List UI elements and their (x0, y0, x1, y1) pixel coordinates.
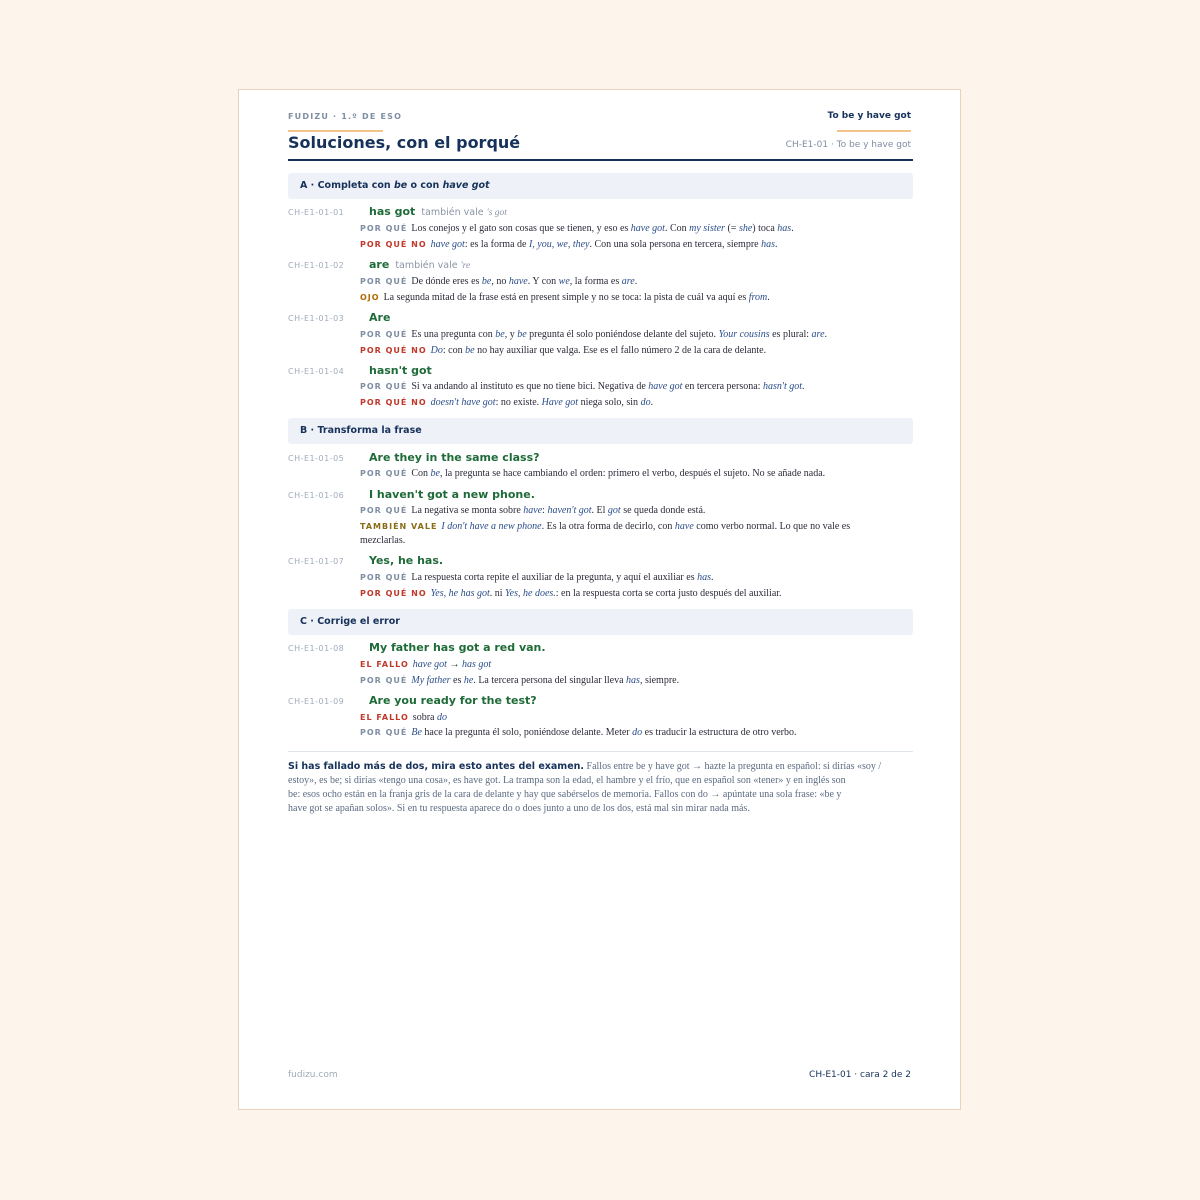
note-line: have got se apañan solos». Si en tu respuesta aparece do o does junto a uno de los dos, está mal sin mirar nada más. (288, 803, 750, 814)
text: . (791, 223, 794, 234)
label-por-que: POR QUÉ (360, 277, 408, 286)
em-text: I don't have a new phone (441, 521, 542, 532)
explanation-line (360, 674, 915, 687)
text: se queda donde está. (620, 505, 706, 516)
text: Los conejos y el gato son cosas que se tienen, y eso es (411, 223, 631, 234)
explanation-line (360, 534, 915, 547)
label-por-que: POR QUÉ (360, 676, 408, 685)
text: . (767, 292, 770, 303)
text: : en la respuesta corta se corta justo después del auxiliar. (555, 588, 782, 599)
answer-text: I haven't got a new phone. (369, 488, 535, 501)
item-code: CH-E1-01-08 (288, 644, 345, 653)
em-text: Be (411, 727, 422, 738)
worksheet-code: CH-E1-01 · To be y have got (785, 140, 911, 150)
label-por-que-no: POR QUÉ NO (360, 589, 427, 598)
text: De dónde eres es (411, 276, 482, 287)
text: pregunta él solo poniéndose delante del sujeto. (526, 329, 719, 340)
label-por-que: POR QUÉ (360, 224, 408, 233)
em-text: have (508, 276, 528, 287)
text: mezclarlas. (360, 535, 406, 546)
text: . La tercera persona del singular lleva (473, 675, 627, 686)
text: , no (491, 276, 509, 287)
section-a-header (288, 173, 913, 199)
explanation-line (360, 275, 915, 288)
text: La negativa se monta sobre (411, 505, 524, 516)
em-text: Have got (541, 397, 579, 408)
item-code: CH-E1-01-01 (288, 208, 345, 217)
topic-underline (837, 130, 911, 132)
section-a-em-have-got: have got (442, 180, 490, 191)
alt-prefix: también vale (421, 207, 484, 218)
em-text: have (674, 521, 694, 532)
explanation-line (360, 396, 915, 409)
em-text: I, you, we, they (528, 239, 590, 250)
item-answer (369, 451, 540, 464)
note-divider (288, 751, 913, 752)
text: . Con una sola persona en tercera, siempre (589, 239, 762, 250)
em-text: has got (461, 659, 492, 670)
item-answer (369, 364, 432, 377)
item-code: CH-E1-01-04 (288, 367, 345, 376)
text: , y (504, 329, 518, 340)
label-por-que-no: POR QUÉ NO (360, 240, 427, 249)
label-tambien-vale: TAMBIÉN VALE (360, 522, 438, 531)
text: Con (411, 468, 431, 479)
explanation-line (360, 222, 915, 235)
text: . Y con (527, 276, 559, 287)
text: La respuesta corta repite el auxiliar de la pregunta, y aquí el auxiliar es (411, 572, 698, 583)
em-text: do (436, 712, 447, 723)
header-rule (288, 159, 913, 161)
explanation-line (360, 291, 915, 304)
text: . ni (489, 588, 506, 599)
explanation-line (360, 328, 915, 341)
item-code: CH-E1-01-06 (288, 491, 345, 500)
section-c-header: C · Corrige el error (288, 609, 913, 635)
answer-text: Yes, he has. (369, 554, 444, 567)
text: La segunda mitad de la frase está en present simple y no se toca: la pista de cuál va aquí es (383, 292, 749, 303)
em-text: have got (648, 381, 683, 392)
em-text: he (463, 675, 474, 686)
em-text: my sister (689, 223, 725, 234)
explanation-line (360, 587, 915, 600)
text: como verbo normal. Lo que no vale es (693, 521, 851, 532)
explanation-line (360, 467, 915, 480)
explanation-line (360, 344, 915, 357)
text: Es una pregunta con (411, 329, 496, 340)
text: . (634, 276, 638, 287)
text: . (824, 329, 828, 340)
explanation-line (360, 658, 915, 671)
answer-text: Are (369, 311, 391, 324)
em-text: from (748, 292, 768, 303)
em-text: has (626, 675, 640, 686)
text: . (775, 239, 778, 250)
alt-answer (421, 207, 507, 218)
em-text: hasn't got (762, 381, 803, 392)
answer-text: are (369, 258, 390, 271)
text: (= (724, 223, 739, 234)
em-text: Yes, he has got (430, 588, 490, 599)
em-text: have got (630, 223, 665, 234)
section-a-label: A · Completa con (300, 180, 394, 191)
label-por-que-no: POR QUÉ NO (360, 346, 427, 355)
text: ) toca (752, 223, 778, 234)
explanation-line (360, 380, 915, 393)
em-text: haven't got (547, 505, 592, 516)
em-text: be (517, 329, 527, 340)
section-a-em-be: be (393, 180, 408, 191)
alt-text: 's got (486, 208, 507, 218)
footer-page: CH-E1-01 · cara 2 de 2 (809, 1070, 911, 1080)
page-title: Soluciones, con el porqué (288, 133, 521, 152)
item-answer (369, 258, 470, 271)
em-text: we (558, 276, 570, 287)
text: niega solo, sin (578, 397, 641, 408)
em-text: My father (411, 675, 451, 686)
alt-prefix: también vale (395, 260, 458, 271)
label-ojo: OJO (360, 293, 380, 302)
label-por-que-no: POR QUÉ NO (360, 398, 427, 407)
text: . Con (664, 223, 690, 234)
text: : (542, 505, 548, 516)
em-text: got (607, 505, 621, 516)
explanation-line (360, 520, 915, 533)
section-a-label-mid: o con (407, 180, 443, 191)
text: . (802, 381, 805, 392)
text: Si va andando al instituto es que no tiene bici. Negativa de (411, 381, 649, 392)
label-el-fallo: EL FALLO (360, 660, 409, 669)
text: . (711, 572, 714, 583)
explanation-line (360, 726, 915, 739)
review-note (288, 760, 913, 816)
item-code: CH-E1-01-03 (288, 314, 345, 323)
text: : es la forma de (464, 239, 529, 250)
em-text: has (777, 223, 792, 234)
text: , la pregunta se hace cambiando el orden: primero el verbo, después el sujeto. No se añade nada. (440, 468, 826, 479)
em-text: are (811, 329, 825, 340)
text: es (450, 675, 464, 686)
em-text: are (621, 276, 635, 287)
item-answer (369, 488, 535, 501)
em-text: have got (430, 239, 465, 250)
worksheet-page (238, 89, 961, 1110)
answer-text: Are they in the same class? (369, 451, 540, 464)
text: en tercera persona: (682, 381, 763, 392)
label-por-que: POR QUÉ (360, 469, 408, 478)
item-answer (369, 554, 443, 567)
label-por-que: POR QUÉ (360, 506, 408, 515)
item-code: CH-E1-01-07 (288, 557, 345, 566)
em-text: Yes, he does. (505, 588, 556, 599)
text: es plural: (769, 329, 812, 340)
em-text: be (465, 345, 475, 356)
item-answer (369, 205, 507, 218)
text: no hay auxiliar que valga. Ese es el fallo número 2 de la cara de delante. (474, 345, 767, 356)
section-b-header: B · Transforma la frase (288, 418, 913, 444)
text: , la forma es (569, 276, 622, 287)
label-por-que: POR QUÉ (360, 573, 408, 582)
explanation-line (360, 504, 915, 517)
note-lead: Si has fallado más de dos, mira esto antes del examen. (288, 761, 585, 772)
em-text: Do (430, 345, 443, 356)
text: sobra (412, 712, 437, 723)
em-text: Your cousins (718, 329, 770, 340)
answer-text: hasn't got (369, 364, 432, 377)
text: → (446, 659, 462, 670)
text: , siempre. (639, 675, 680, 686)
footer-site: fudizu.com (288, 1070, 338, 1080)
note-line: Fallos entre be y have got → hazte la pregunta en español: si dirías «soy / (584, 761, 882, 772)
label-por-que: POR QUÉ (360, 728, 408, 737)
em-text: has (697, 572, 711, 583)
text: . El (591, 505, 608, 516)
item-answer (369, 694, 537, 707)
em-text: be (481, 276, 492, 287)
text: hace la pregunta él solo, poniéndose delante. Meter (421, 727, 633, 738)
text: es traducir la estructura de otro verbo. (642, 727, 797, 738)
label-por-que: POR QUÉ (360, 382, 408, 391)
em-text: be (430, 468, 440, 479)
brand-label: FUDIZU · 1.º DE ESO (288, 112, 403, 121)
em-text: has (761, 239, 776, 250)
explanation-line (360, 571, 915, 584)
text: : con (442, 345, 466, 356)
alt-text: 're (460, 261, 471, 271)
em-text: have (523, 505, 543, 516)
explanation-line (360, 238, 915, 251)
item-answer (369, 311, 390, 324)
text: . (650, 397, 654, 408)
em-text: have got (412, 659, 447, 670)
topic-label: To be y have got (827, 111, 911, 121)
em-text: she (738, 223, 753, 234)
em-text: do (640, 397, 651, 408)
item-code: CH-E1-01-09 (288, 697, 345, 706)
em-text: do (632, 727, 643, 738)
label-el-fallo: EL FALLO (360, 713, 409, 722)
em-text: be (495, 329, 505, 340)
alt-answer (395, 260, 470, 271)
note-line: be: esos ocho están en la franja gris de la cara de delante y hay que sabérselos de memoria. Fallos con do → apúntate una sola frase: «be y (288, 789, 842, 800)
note-line: estoy», es be; si dirías «tengo una cosa», es have got. La trampa son la edad, el hambre y el frío, que en español son «tener» y en inglés son (288, 775, 846, 786)
answer-text: Are you ready for the test? (369, 694, 537, 707)
label-por-que: POR QUÉ (360, 330, 408, 339)
item-code: CH-E1-01-05 (288, 454, 345, 463)
text: . Es la otra forma de decirlo, con (541, 521, 675, 532)
explanation-line (360, 711, 915, 724)
brand-underline (288, 130, 383, 132)
text: : no existe. (495, 397, 542, 408)
item-answer (369, 641, 546, 654)
answer-text: has got (369, 205, 416, 218)
item-code: CH-E1-01-02 (288, 261, 345, 270)
answer-text: My father has got a red van. (369, 641, 546, 654)
em-text: doesn't have got (430, 397, 496, 408)
